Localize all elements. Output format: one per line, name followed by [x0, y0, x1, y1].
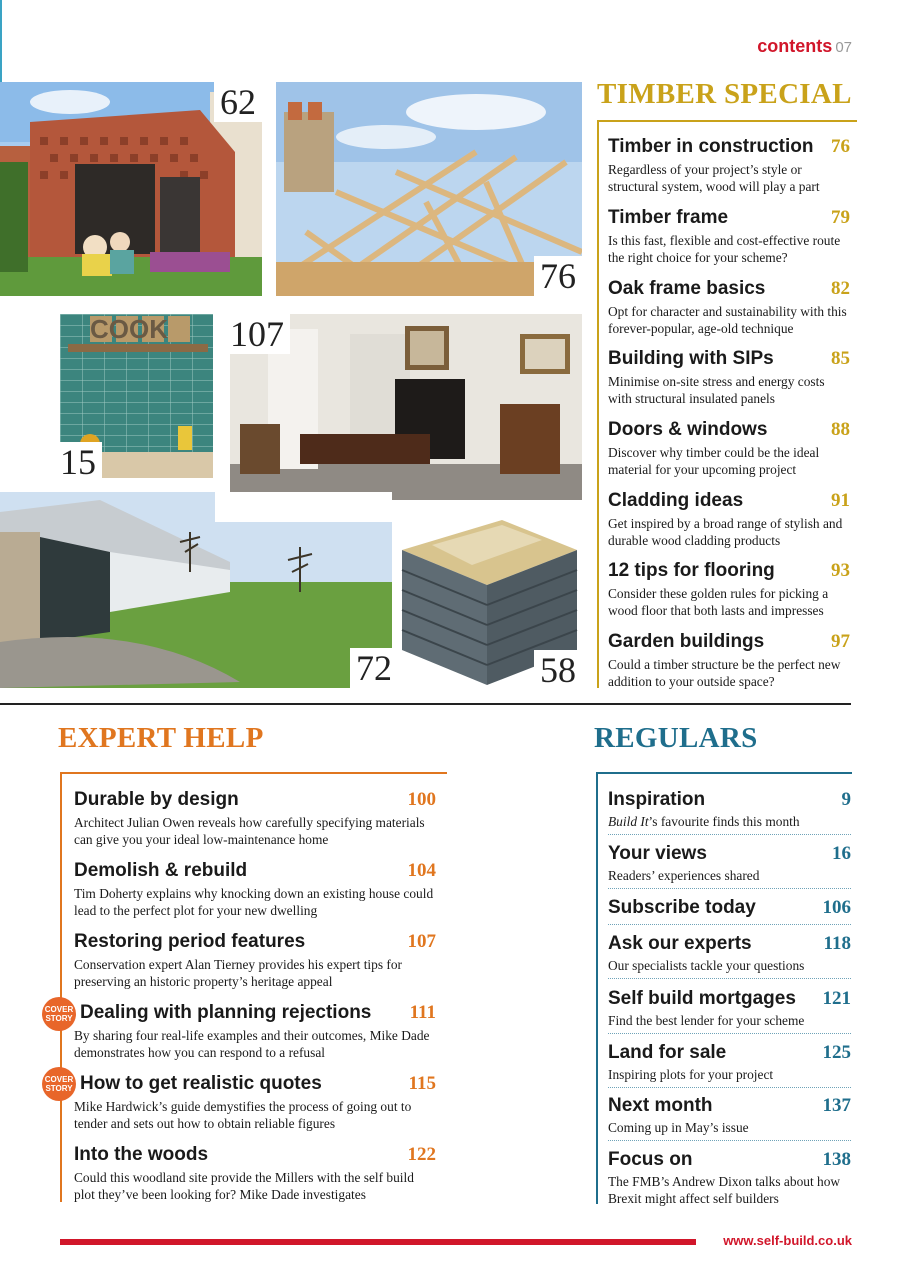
item-title: Subscribe today: [608, 897, 756, 918]
page-ref-15: 15: [60, 442, 102, 478]
toc-item-your-views[interactable]: [608, 843, 851, 889]
item-desc: Inspiring plots for your project: [608, 1067, 774, 1082]
photo-roof-trusses: [276, 82, 582, 296]
toc-item-planning-rejections[interactable]: [74, 1002, 436, 1061]
item-title: Doors & windows: [608, 419, 768, 440]
item-page: 93: [831, 560, 850, 581]
item-title: Inspiration: [608, 789, 706, 810]
toc-item-building-with-sips[interactable]: [608, 348, 850, 407]
photo-living-room: [230, 314, 582, 500]
page-ref-62: 62: [214, 82, 262, 122]
item-desc: Our specialists tackle your questions: [608, 958, 805, 973]
item-desc: By sharing four real-life examples and their outcomes, Mike Dade demonstrates how you can respond to a refusal: [74, 1028, 430, 1060]
photo-sip-panel: [392, 510, 582, 690]
photo-kitchen-tiles: [60, 314, 213, 478]
item-desc: Tim Doherty explains why knocking down an existing house could lead to the perfect plot for your new dwelling: [74, 886, 434, 918]
item-title: Garden buildings: [608, 631, 765, 652]
regulars-rule-h: [596, 772, 852, 774]
item-title: Durable by design: [74, 789, 239, 810]
item-desc: Architect Julian Owen reveals how carefully specifying materials can give you your ideal low-maintenance home: [74, 815, 425, 847]
item-page: 100: [407, 789, 436, 810]
toc-item-timber-frame[interactable]: [608, 207, 850, 266]
item-page: 137: [822, 1095, 851, 1116]
page-ref-76: 76: [534, 256, 582, 296]
item-title: Building with SIPs: [608, 348, 774, 369]
item-title: How to get realistic quotes: [80, 1073, 322, 1094]
item-title: Focus on: [608, 1149, 693, 1170]
toc-item-land-for-sale[interactable]: [608, 1042, 851, 1088]
item-desc: The FMB’s Andrew Dixon talks about how Brexit might affect self builders: [608, 1174, 841, 1206]
expert-rule-v: [60, 772, 62, 1202]
timber-special-title: TIMBER SPECIAL: [597, 78, 852, 110]
item-desc: Conservation expert Alan Tierney provides his expert tips for preserving an historic property’s heritage appeal: [74, 957, 403, 989]
toc-item-garden-buildings[interactable]: [608, 631, 850, 690]
item-page: 16: [832, 843, 851, 864]
toc-item-durable-by-design[interactable]: [74, 789, 436, 848]
item-desc: Is this fast, flexible and cost-effective route the right choice for your scheme?: [608, 233, 841, 265]
item-page: 79: [831, 207, 850, 228]
footer-bar: [60, 1239, 696, 1245]
item-title: Your views: [608, 843, 707, 864]
item-page: 115: [408, 1073, 436, 1094]
page-ref-107: 107: [230, 314, 290, 354]
page-ref-58: 58: [534, 650, 582, 690]
item-page: 91: [831, 490, 850, 511]
photo-curved-house: [0, 492, 392, 688]
toc-item-oak-frame-basics[interactable]: [608, 278, 850, 337]
item-desc: Opt for character and sustainability with this forever-popular, age-old technique: [608, 304, 847, 336]
item-desc: Get inspired by a broad range of stylish and durable wood cladding products: [608, 516, 843, 548]
expert-help-title: EXPERT HELP: [58, 722, 264, 754]
item-desc: Readers’ experiences shared: [608, 868, 760, 883]
item-desc: ’s favourite finds this month: [648, 814, 800, 829]
page-number: 07: [835, 39, 852, 56]
cover-story-badge: COVER STORY: [42, 1067, 76, 1101]
item-desc: Find the best lender for your scheme: [608, 1013, 805, 1028]
item-title: Cladding ideas: [608, 490, 744, 511]
item-title: Timber frame: [608, 207, 729, 228]
item-title: 12 tips for flooring: [608, 560, 775, 581]
toc-item-ask-our-experts[interactable]: [608, 933, 851, 979]
toc-item-flooring-tips[interactable]: [608, 560, 850, 619]
timber-rule-v: [597, 120, 599, 688]
item-page: 82: [831, 278, 850, 299]
item-page: 85: [831, 348, 850, 369]
item-title: Demolish & rebuild: [74, 860, 248, 881]
toc-item-doors-windows[interactable]: [608, 419, 850, 478]
section-divider: [0, 703, 851, 705]
item-page: 88: [831, 419, 850, 440]
regulars-rule-v: [596, 772, 598, 1204]
item-page: 106: [822, 897, 851, 918]
regulars-title: REGULARS: [594, 722, 758, 754]
section-label: contents: [757, 36, 833, 56]
photo-brick-extension: [0, 82, 262, 296]
item-title: Next month: [608, 1095, 713, 1116]
toc-item-focus-on[interactable]: [608, 1149, 851, 1207]
item-title: Land for sale: [608, 1042, 727, 1063]
timber-rule-h: [597, 120, 857, 122]
item-page: 104: [407, 860, 436, 881]
page-ref-72: 72: [350, 648, 392, 688]
item-title: Self build mortgages: [608, 988, 796, 1009]
item-page: 138: [822, 1149, 851, 1170]
toc-item-subscribe-today[interactable]: [608, 897, 851, 925]
item-page: 97: [831, 631, 850, 652]
item-desc: Regardless of your project’s style or structural system, wood will play a part: [608, 162, 820, 194]
item-page: 9: [841, 789, 851, 810]
footer-url[interactable]: www.self-build.co.uk: [723, 1233, 852, 1248]
item-desc: Consider these golden rules for picking a wood floor that both lasts and impresses: [608, 586, 829, 618]
item-page: 125: [822, 1042, 851, 1063]
toc-item-restoring-period-features[interactable]: [74, 931, 436, 990]
toc-item-into-the-woods[interactable]: [74, 1144, 436, 1203]
item-title: Timber in construction: [608, 136, 814, 157]
item-desc: Minimise on-site stress and energy costs with structural insulated panels: [608, 374, 825, 406]
item-title: Ask our experts: [608, 933, 752, 954]
item-desc: Mike Hardwick’s guide demystifies the process of going out to tender and sets out how to obtain reliable figures: [74, 1099, 412, 1131]
item-desc: Could a timber structure be the perfect new addition to your outside space?: [608, 657, 841, 689]
item-desc: Coming up in May’s issue: [608, 1120, 749, 1135]
item-page: 118: [823, 933, 851, 954]
toc-item-self-build-mortgages[interactable]: [608, 988, 851, 1034]
item-title: Oak frame basics: [608, 278, 766, 299]
toc-item-timber-in-construction[interactable]: [608, 136, 850, 195]
item-desc-em: Build It: [608, 814, 649, 829]
toc-item-realistic-quotes[interactable]: [74, 1073, 436, 1132]
toc-item-cladding-ideas[interactable]: [608, 490, 850, 549]
cook-sign: COOK: [90, 314, 168, 344]
item-page: 111: [409, 1002, 436, 1023]
page-header: [757, 36, 852, 57]
cover-story-badge: COVER STORY: [42, 997, 76, 1031]
item-desc: Could this woodland site provide the Millers with the self build plot they’ve been looking for? Mike Dade investigates: [74, 1170, 414, 1202]
item-title: Into the woods: [74, 1144, 209, 1165]
item-page: 76: [831, 136, 850, 157]
item-title: Dealing with planning rejections: [80, 1002, 372, 1023]
expert-rule-h: [60, 772, 447, 774]
item-page: 121: [822, 988, 851, 1009]
toc-item-demolish-rebuild[interactable]: [74, 860, 436, 919]
edge-rule: [0, 0, 2, 90]
toc-item-next-month[interactable]: [608, 1095, 851, 1141]
item-page: 122: [407, 1144, 436, 1165]
item-page: 107: [407, 931, 436, 952]
item-title: Restoring period features: [74, 931, 306, 952]
item-desc: Discover why timber could be the ideal material for your upcoming project: [608, 445, 820, 477]
toc-item-inspiration[interactable]: [608, 789, 851, 835]
